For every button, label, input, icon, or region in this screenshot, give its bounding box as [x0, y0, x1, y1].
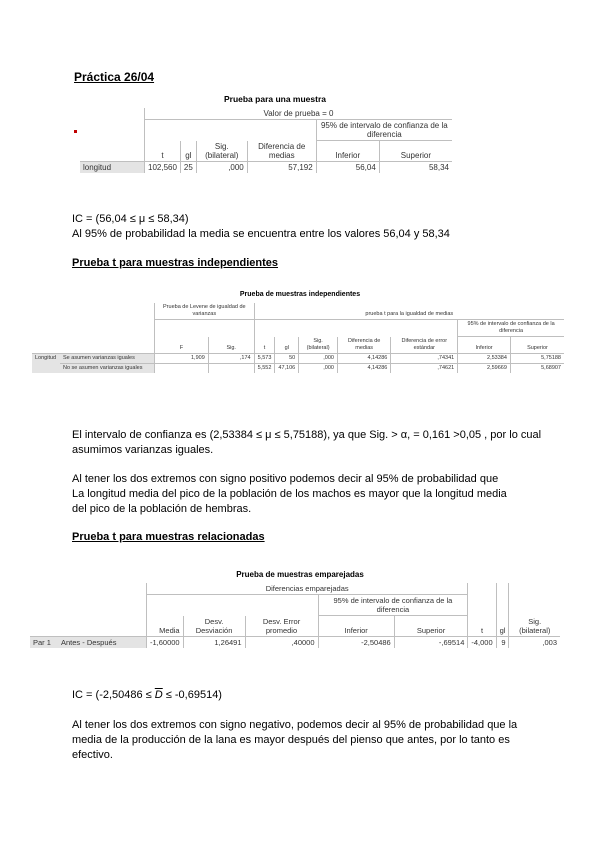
- cell-lower: 56,04: [316, 161, 379, 173]
- conclusion-1: Al 95% de probabilidad la media se encuentra entre los valores 56,04 y 58,34: [72, 228, 450, 240]
- cell-sig: ,000: [196, 161, 247, 173]
- cell-upper: 58,34: [379, 161, 452, 173]
- cell-err: ,40000: [245, 636, 318, 648]
- row2-upper: 5,68907: [510, 363, 564, 373]
- paired-diff-header: Diferencias emparejadas: [147, 583, 468, 595]
- col-sig-bil: Sig. (bilateral): [299, 337, 338, 354]
- pair-description: Antes - Después: [58, 636, 147, 648]
- cell-lower-3: -2,50486: [318, 636, 394, 648]
- d-bar-symbol: $\overline{D}$: [154, 689, 163, 701]
- row1-diff: 4,14286: [337, 353, 390, 363]
- conclusion-3-line-1: Al tener los dos extremos con signo negativo, podemos decir al 95% de probabilidad que la: [72, 719, 518, 731]
- col-diff: Diferencia de medias: [247, 141, 316, 162]
- row1-sig-bil: ,000: [299, 353, 338, 363]
- row2-lower: 2,59669: [458, 363, 511, 373]
- row2-sig-bil: ,000: [299, 363, 338, 373]
- cell-upper-3: -,69514: [394, 636, 468, 648]
- ci-header-3: 95% de intervalo de confianza de la diferencia: [318, 595, 468, 616]
- ic-prefix: IC = (-2,50486 ≤: [72, 689, 155, 701]
- test-value-header: Valor de prueba = 0: [145, 108, 453, 120]
- col-desv: Desv. Desviación: [183, 616, 245, 637]
- paragraph-2-line-3: del pico de la población de hembras.: [72, 503, 252, 515]
- cell-diff: 57,192: [247, 161, 316, 173]
- row1-stderr: ,74341: [391, 353, 458, 363]
- col-f: F: [155, 337, 209, 354]
- row1-label: Se asumen varianzas iguales: [60, 353, 155, 363]
- col-t-2: t: [254, 337, 275, 354]
- ttest-header: prueba t para la igualdad de medias: [254, 303, 564, 320]
- paragraph-2-line-2: La longitud media del pico de la población de los machos es mayor que la longitud media: [72, 488, 507, 500]
- row2-t: 5,552: [254, 363, 275, 373]
- col-gl-3: gl: [496, 616, 509, 637]
- col-sig-3: Sig. (bilateral): [509, 616, 560, 637]
- conclusion-3-line-3: efectivo.: [72, 749, 113, 761]
- independent-title: Prueba t para muestras independientes: [72, 257, 279, 269]
- one-sample-test-table: [80, 108, 452, 173]
- paragraph-ci-independent: El intervalo de confianza es (2,53384 ≤ μ ≤ 5,75188), ya que Sig. > α, = 0,161 >0,05 , por lo cual asumimos varianzas iguales.: [72, 429, 542, 456]
- col-gl-2: gl: [275, 337, 299, 354]
- red-marker-icon: [74, 130, 77, 133]
- levene-header: Prueba de Levene de igualdad de varianzas: [155, 303, 255, 320]
- independent-samples-table: [32, 303, 564, 373]
- row2-diff: 4,14286: [337, 363, 390, 373]
- practice-title: Práctica 26/04: [74, 70, 155, 84]
- col-lower: Inferior: [316, 141, 379, 162]
- col-t: t: [145, 141, 181, 162]
- pair-label: Par 1: [30, 636, 58, 648]
- col-stderr: Diferencia de error estándar: [391, 337, 458, 354]
- col-diff-2: Diferencia de medias: [337, 337, 390, 354]
- row2-gl: 47,106: [275, 363, 299, 373]
- cell-gl: 25: [180, 161, 196, 173]
- col-lower-3: Inferior: [318, 616, 394, 637]
- independent-table-title: Prueba de muestras independientes: [239, 291, 361, 298]
- col-lower-2: Inferior: [458, 337, 511, 354]
- row2-stderr: ,74621: [391, 363, 458, 373]
- col-media: Media: [147, 616, 184, 637]
- related-title: Prueba t para muestras relacionadas: [72, 531, 265, 543]
- row1-lower: 2,53384: [458, 353, 511, 363]
- col-t-3: t: [468, 616, 496, 637]
- row1-upper: 5,75188: [510, 353, 564, 363]
- col-upper-2: Superior: [510, 337, 564, 354]
- ci-header: 95% de intervalo de confianza de la diferencia: [316, 120, 452, 141]
- col-sig: Sig. (bilateral): [196, 141, 247, 162]
- one-sample-table-title: Prueba para una muestra: [223, 94, 327, 104]
- row1-sig: ,174: [208, 353, 254, 363]
- paragraph-2-line-1: Al tener los dos extremos con signo positivo podemos decir al 95% de probabilidad que: [72, 473, 499, 485]
- cell-gl-3: 9: [496, 636, 509, 648]
- conclusion-3-line-2: media de la producción de la lana es mayor después del pienso que antes, por lo tanto es: [72, 734, 510, 746]
- var-label-longitud: Longitud: [32, 353, 60, 373]
- cell-t-3: -4,000: [468, 636, 496, 648]
- ci-header-2: 95% de intervalo de confianza de la diferencia: [458, 320, 564, 337]
- ic-line-1: IC = (56,04 ≤ μ ≤ 58,34): [72, 213, 189, 225]
- col-upper: Superior: [379, 141, 452, 162]
- col-upper-3: Superior: [394, 616, 468, 637]
- col-err: Desv. Error promedio: [245, 616, 318, 637]
- row1-f: 1,909: [155, 353, 209, 363]
- cell-sig-3: ,003: [509, 636, 560, 648]
- col-gl: gl: [180, 141, 196, 162]
- cell-media: -1,60000: [147, 636, 184, 648]
- row1-gl: 50: [275, 353, 299, 363]
- ic-suffix: ≤ -0,69514): [162, 689, 222, 701]
- paired-table-title: Prueba de muestras emparejadas: [236, 570, 364, 579]
- paired-samples-table: [30, 583, 560, 648]
- ic-line-3: [72, 688, 222, 703]
- row1-t: 5,573: [254, 353, 275, 363]
- cell-t: 102,560: [145, 161, 181, 173]
- col-sig-levene: Sig.: [208, 337, 254, 354]
- cell-desv: 1,26491: [183, 636, 245, 648]
- row-label-longitud: longitud: [80, 161, 145, 173]
- row2-label: No se asumen varianzas iguales: [60, 363, 155, 373]
